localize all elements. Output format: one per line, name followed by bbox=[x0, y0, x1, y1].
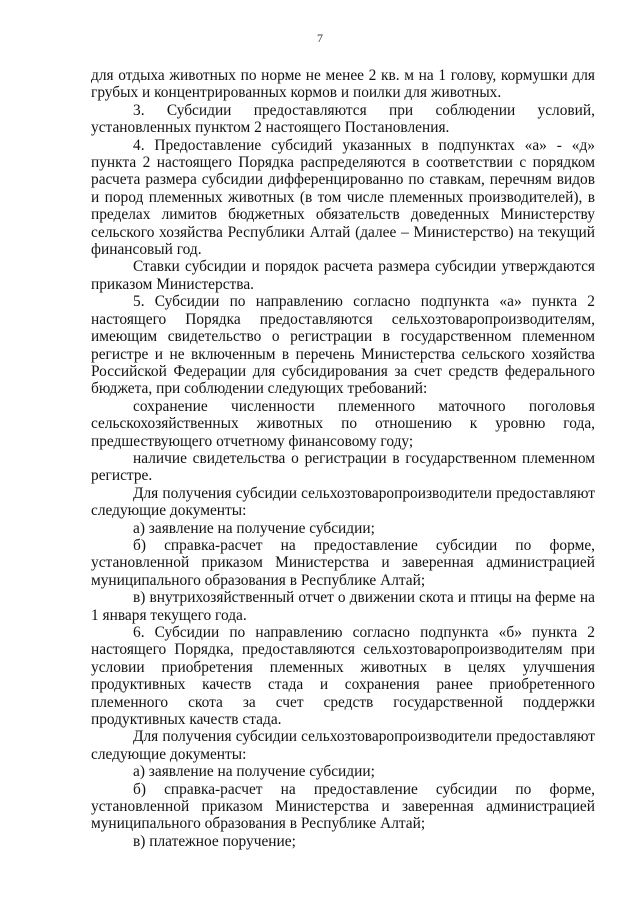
paragraph-item-3: 3. Субсидии предоставляются при соблюдении условий, установленных пунктом 2 настоящего Постановления. bbox=[91, 101, 595, 137]
document-body bbox=[91, 67, 595, 850]
paragraph-animal-rest-area: для отдыха животных по норме не менее 2 кв. м на 1 голову, кормушки для грубых и концентрированных кормов и поилки для животных. bbox=[91, 67, 595, 102]
list-item-application-2: а) заявление на получение субсидии; bbox=[133, 763, 375, 781]
list-item-calculation-1: б) справка-расчет на предоставление субсидии по форме, установленной приказом Министерства и заверенная администрацией муниципального образования в Республике Алтай; bbox=[91, 536, 595, 589]
list-item-payment-order: в) платежное поручение; bbox=[133, 832, 296, 850]
list-item-report: в) внутрихозяйственный отчет о движении скота и птицы на ферме на 1 января текущего года. bbox=[91, 589, 595, 624]
page-number: 7 bbox=[317, 31, 323, 45]
paragraph-item-6: 6. Субсидии по направлению согласно подпункта «б» пункта 2 настоящего Порядка, предоставляются сельхозтоваропроизводителям при условии приобретения племенных животных в целях улучшения продуктивных качеств стада и сохранения ранее приобретенного племенного скота за счет средств государственной поддержки продуктивных качеств стада. bbox=[91, 624, 595, 729]
paragraph-requirement-livestock: сохранение численности племенного маточного поголовья сельскохозяйственных животных по отношению к уровню года, предшествующего отчетному финансовому году; bbox=[91, 397, 595, 450]
paragraph-requirement-certificate: наличие свидетельства о регистрации в государственном племенном регистре. bbox=[91, 449, 595, 485]
paragraph-documents-intro-2: Для получения субсидии сельхозтоваропроизводители предоставляют следующие документы: bbox=[91, 728, 595, 763]
paragraph-subsidy-rates: Ставки субсидии и порядок расчета размера субсидии утверждаются приказом Министерства. bbox=[91, 258, 595, 293]
paragraph-documents-intro-1: Для получения субсидии сельхозтоваропроизводители предоставляют следующие документы: bbox=[91, 484, 595, 520]
list-item-application-1: а) заявление на получение субсидии; bbox=[133, 519, 375, 537]
paragraph-item-4: 4. Предоставление субсидий указанных в подпунктах «а» - «д» пункта 2 настоящего Порядка распределяются в соответствии с порядком расчета размера субсидии дифференцированно по ставкам, перечням видов и пород племенных животных (в том числе племенных производителей), в пределах лимитов бюджетных обязательств доведенных Министерству сельского хозяйства Республики Алтай (далее – Министерство) на текущий финансовый год. bbox=[91, 136, 595, 259]
paragraph-item-5: 5. Субсидии по направлению согласно подпункта «а» пункта 2 настоящего Порядка предоставляются сельхозтоваропроизводителям, имеющим свидетельство о регистрации в государственном племенном регистре и не включенным в перечень Министерства сельского хозяйства Российской Федерации для субсидирования за счет средств федерального бюджета, при соблюдении следующих требований: bbox=[91, 293, 595, 398]
list-item-calculation-2: б) справка-расчет на предоставление субсидии по форме, установленной приказом Министерства и заверенная администрацией муниципального образования в Республике Алтай; bbox=[91, 780, 595, 833]
